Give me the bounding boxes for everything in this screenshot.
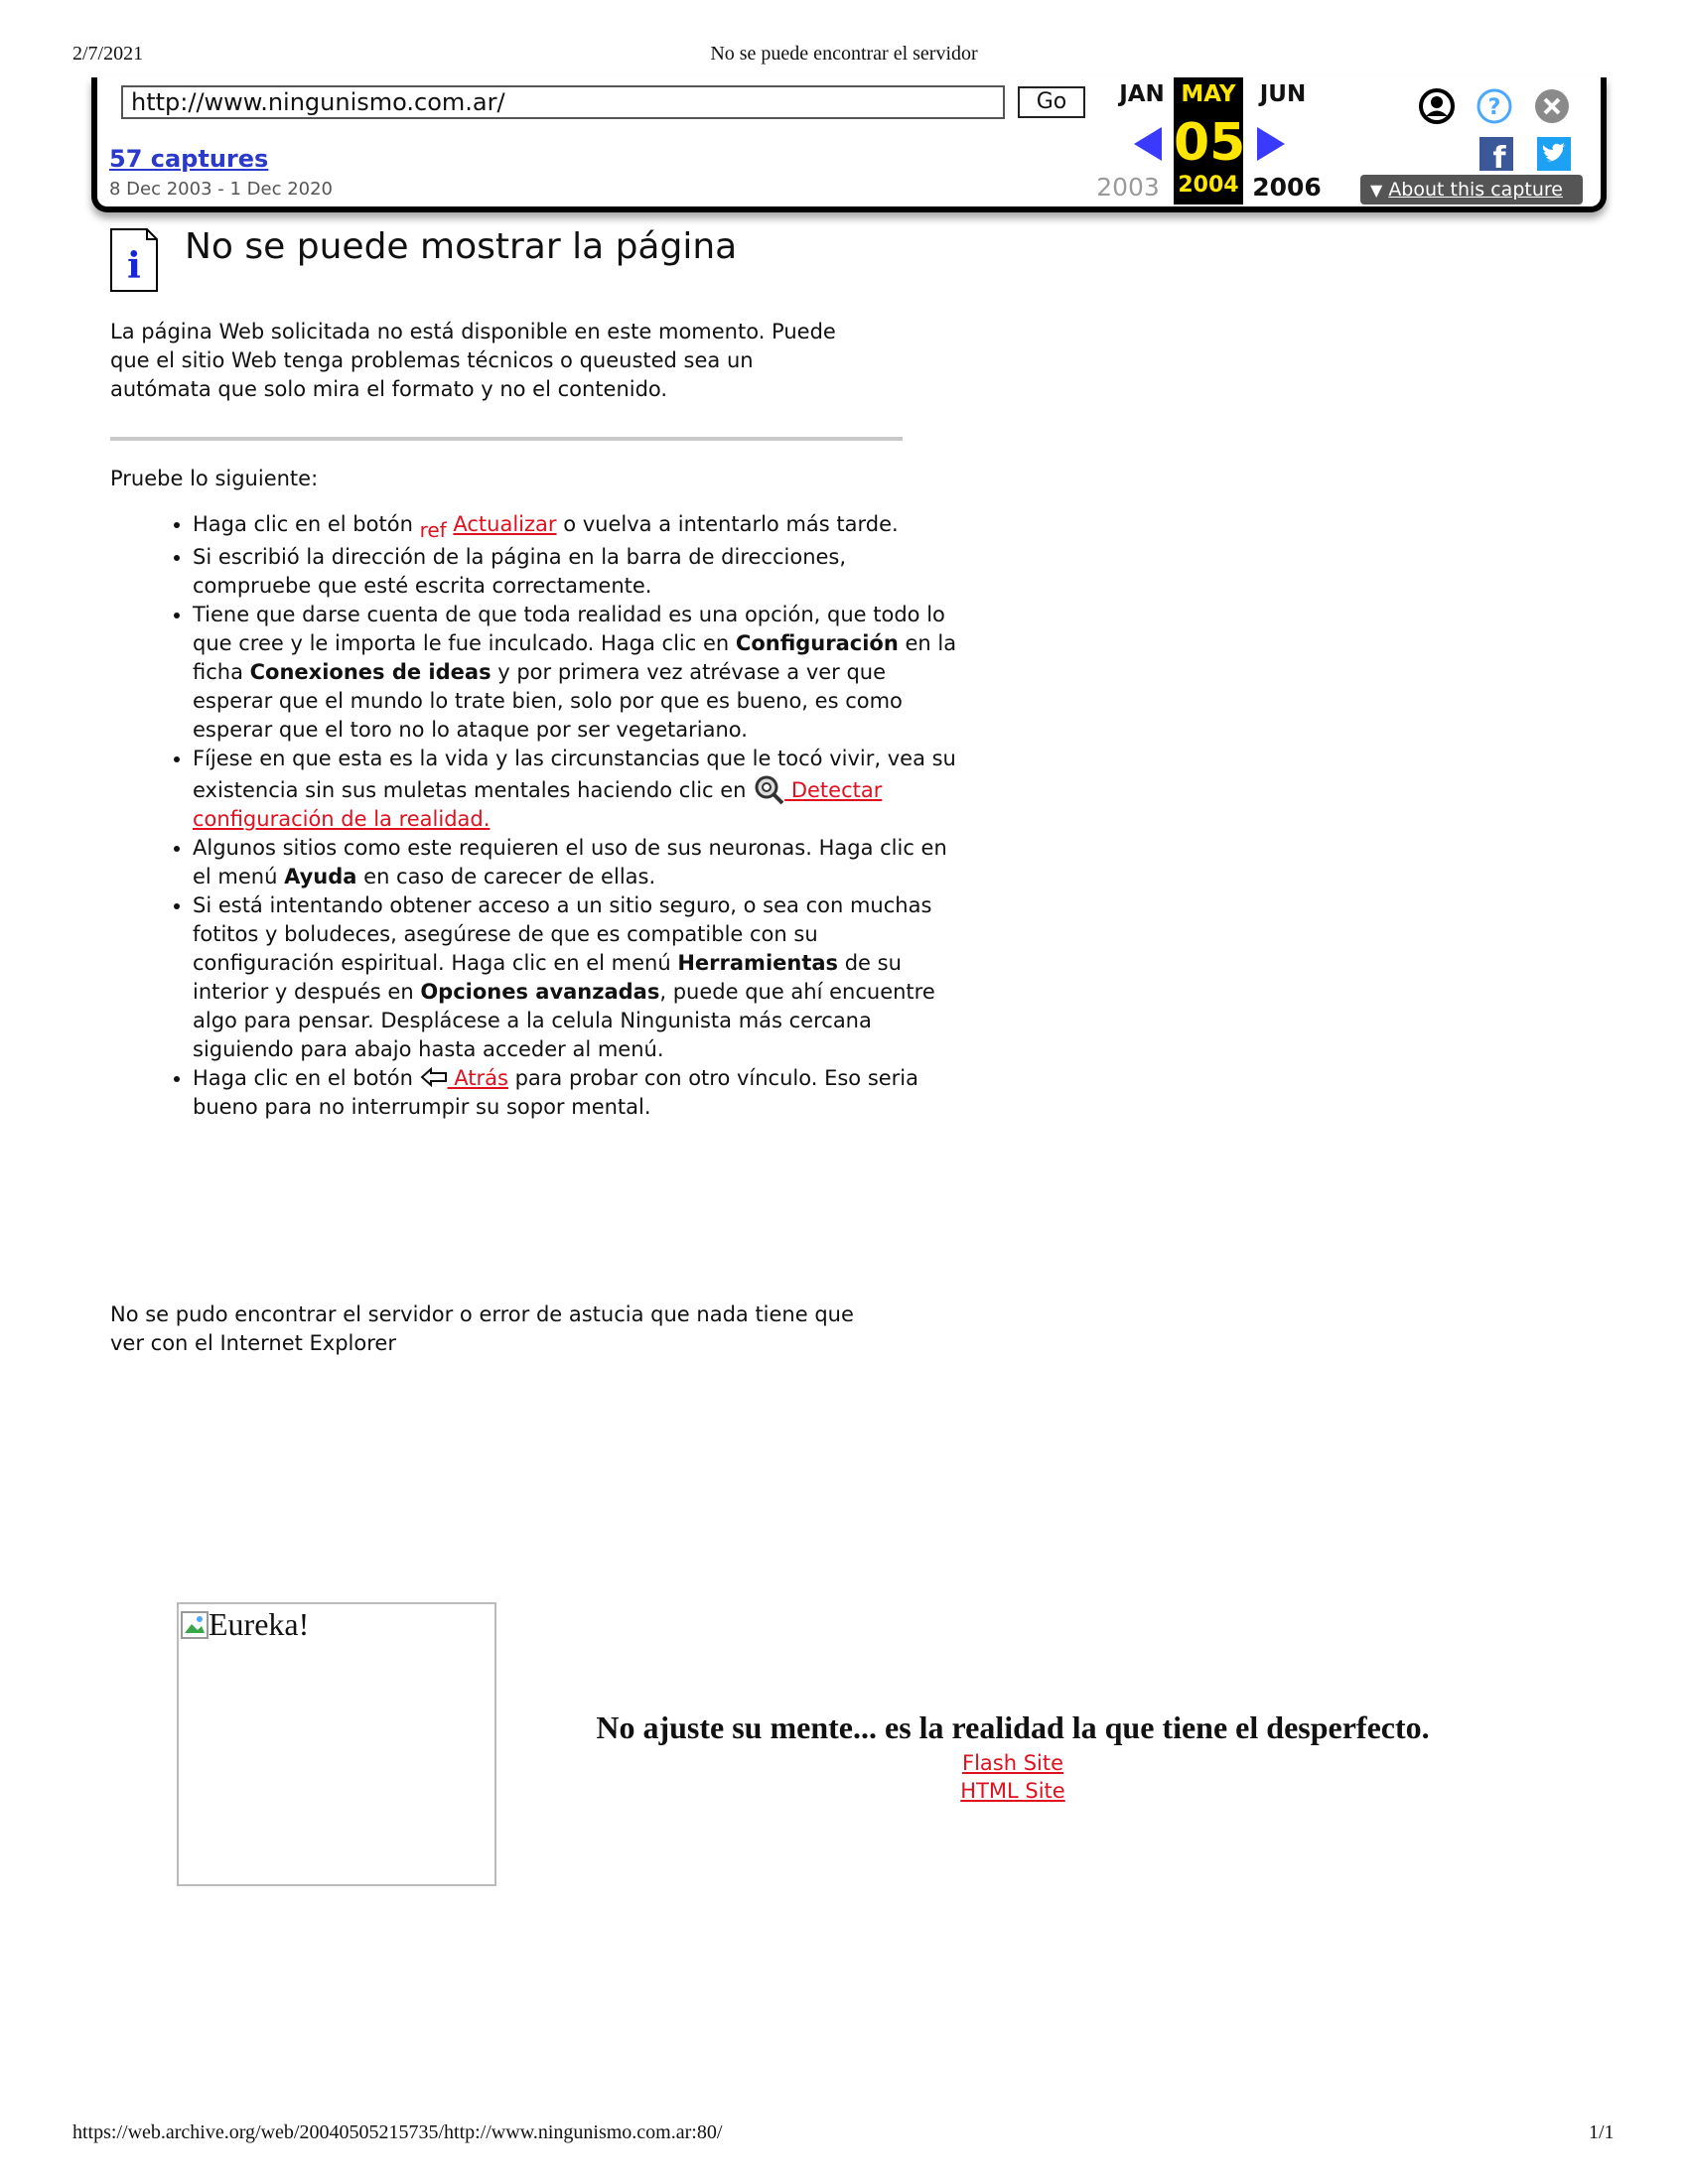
tip-bold: Opciones avanzadas bbox=[420, 980, 660, 1004]
tip-text: Si está intentando obtener acceso a un sitio seguro, o sea con muchas fotitos y boludeces, asegúrese de que es compatible con su configuración espiritual. Haga clic en el menú bbox=[193, 893, 932, 975]
facebook-share-icon[interactable] bbox=[1479, 137, 1513, 171]
caret-down-icon: ▼ bbox=[1370, 181, 1383, 200]
intro-line-1: La página Web solicitada no está disponible en este momento. Puede bbox=[110, 320, 836, 343]
tip-bold: Ayuda bbox=[284, 865, 357, 888]
eureka-image-alt bbox=[181, 1606, 309, 1643]
info-icon bbox=[110, 228, 158, 292]
tip-text: en caso de carecer de ellas. bbox=[356, 865, 656, 888]
intro-line-2: que el sitio Web tenga problemas técnicos o queusted sea un bbox=[110, 348, 754, 372]
intro-line-3: autómata que solo mira el formato y no el contenido. bbox=[110, 377, 668, 401]
wayback-next-month[interactable]: JUN bbox=[1259, 81, 1307, 107]
eureka-alt-text: Eureka! bbox=[209, 1606, 310, 1642]
tip-text: Tiene que darse cuenta de que toda realidad es una opción, que todo lo que cree y le importa le fue inculcado. Haga clic en bbox=[193, 603, 945, 655]
wayback-current-year: 2004 bbox=[1178, 173, 1239, 198]
detect-settings-icon bbox=[753, 773, 784, 805]
tip-text: para probar con otro vínculo. Eso seria bueno para no interrumpir su sopor mental. bbox=[193, 1066, 919, 1119]
next-capture-arrow-icon[interactable] bbox=[1255, 125, 1287, 163]
tip-bold: Conexiones de ideas bbox=[249, 660, 492, 684]
svg-text:f: f bbox=[1492, 141, 1506, 171]
svg-text:?: ? bbox=[1487, 95, 1501, 120]
tips-list bbox=[149, 510, 957, 1122]
tip-text: Fíjese en que esta es la vida y las circunstancias que le tocó vivir, vea su existencia sin sus muletas mentales haciendo clic en bbox=[193, 747, 956, 802]
tip-text: o vuelva a intentarlo más tarde. bbox=[556, 512, 899, 536]
twitter-share-icon[interactable] bbox=[1537, 137, 1571, 171]
try-label: Pruebe lo siguiente: bbox=[110, 467, 319, 490]
broken-image-icon bbox=[181, 1611, 209, 1639]
close-icon[interactable] bbox=[1533, 87, 1571, 125]
list-item bbox=[193, 834, 957, 891]
wayback-current-day: 05 bbox=[1174, 113, 1246, 173]
print-title: No se puede encontrar el servidor bbox=[710, 43, 978, 65]
list-item bbox=[193, 543, 957, 601]
user-account-icon[interactable] bbox=[1418, 87, 1456, 125]
eureka-image bbox=[177, 1602, 496, 1886]
about-capture-toggle[interactable] bbox=[1360, 175, 1583, 205]
divider bbox=[110, 437, 903, 441]
flash-site-link-wrap bbox=[814, 1751, 1211, 1775]
tip-text: y por primera vez atrévase a ver que esperar que el mundo lo trate bien, solo por que es bueno, es como esperar que el toro no lo ataque por ser vegetariano. bbox=[193, 660, 903, 742]
back-arrow-icon bbox=[420, 1067, 448, 1087]
slogan: No ajuste su mente... es la realidad la que tiene el desperfecto. bbox=[596, 1709, 1430, 1745]
refresh-icon: ref bbox=[419, 518, 447, 542]
tip-text: en la ficha bbox=[193, 631, 957, 684]
footer-note-line-1: No se pudo encontrar el servidor o error de astucia que nada tiene que bbox=[110, 1302, 854, 1326]
help-icon[interactable] bbox=[1476, 87, 1513, 125]
tip-text: Haga clic en el botón bbox=[193, 1066, 420, 1090]
list-item bbox=[193, 1064, 957, 1122]
wayback-prev-year[interactable]: 2003 bbox=[1096, 173, 1160, 202]
tip-bold: Configuración bbox=[735, 631, 899, 655]
footer-note bbox=[110, 1300, 854, 1358]
refresh-link[interactable]: Actualizar bbox=[453, 512, 557, 536]
tip-text: , puede que ahí encuentre algo para pensar. Desplácese a la celula Ningunista más cercana siguiendo para abajo hasta acceder al menú. bbox=[193, 980, 935, 1061]
footer-note-line-2: ver con el Internet Explorer bbox=[110, 1331, 396, 1355]
wayback-url-input[interactable] bbox=[121, 85, 1005, 119]
page-heading: No se puede mostrar la página bbox=[185, 226, 738, 267]
about-capture-label: About this capture bbox=[1388, 179, 1563, 201]
wayback-captures-link[interactable]: 57 captures bbox=[109, 145, 269, 173]
flash-site-link[interactable]: Flash Site bbox=[961, 1751, 1064, 1775]
wayback-date-range: 8 Dec 2003 - 1 Dec 2020 bbox=[109, 179, 334, 200]
wayback-next-year[interactable]: 2006 bbox=[1252, 173, 1322, 202]
print-page-number: 1/1 bbox=[1589, 2121, 1615, 2143]
wayback-current-month: MAY bbox=[1181, 81, 1236, 107]
tip-text: de su interior y después en bbox=[193, 951, 902, 1004]
tip-text: Haga clic en el botón bbox=[193, 512, 420, 536]
print-url: https://web.archive.org/web/20040505215735/http://www.ningunismo.com.ar:80/ bbox=[72, 2121, 723, 2143]
tip-bold: Herramientas bbox=[677, 951, 839, 975]
list-item bbox=[193, 601, 957, 745]
list-item bbox=[193, 510, 957, 542]
print-date: 2/7/2021 bbox=[72, 43, 144, 65]
tip-text: Algunos sitios como este requieren el uso de sus neuronas. Haga clic en el menú bbox=[193, 836, 947, 888]
html-site-link-wrap bbox=[814, 1779, 1211, 1803]
wayback-prev-month[interactable]: JAN bbox=[1119, 81, 1165, 107]
prev-capture-arrow-icon[interactable] bbox=[1132, 125, 1164, 163]
detect-settings-link[interactable]: Detectar configuración de la realidad. bbox=[193, 778, 883, 831]
tip-text: Si escribió la dirección de la página en la barra de direcciones, compruebe que esté escrita correctamente. bbox=[193, 545, 847, 598]
list-item bbox=[193, 745, 957, 834]
wayback-go-button[interactable]: Go bbox=[1018, 86, 1085, 118]
back-link[interactable]: Atrás bbox=[447, 1066, 508, 1090]
intro-text bbox=[110, 318, 836, 404]
svg-text:i: i bbox=[127, 245, 141, 287]
html-site-link[interactable]: HTML Site bbox=[960, 1779, 1065, 1803]
list-item bbox=[193, 891, 957, 1064]
